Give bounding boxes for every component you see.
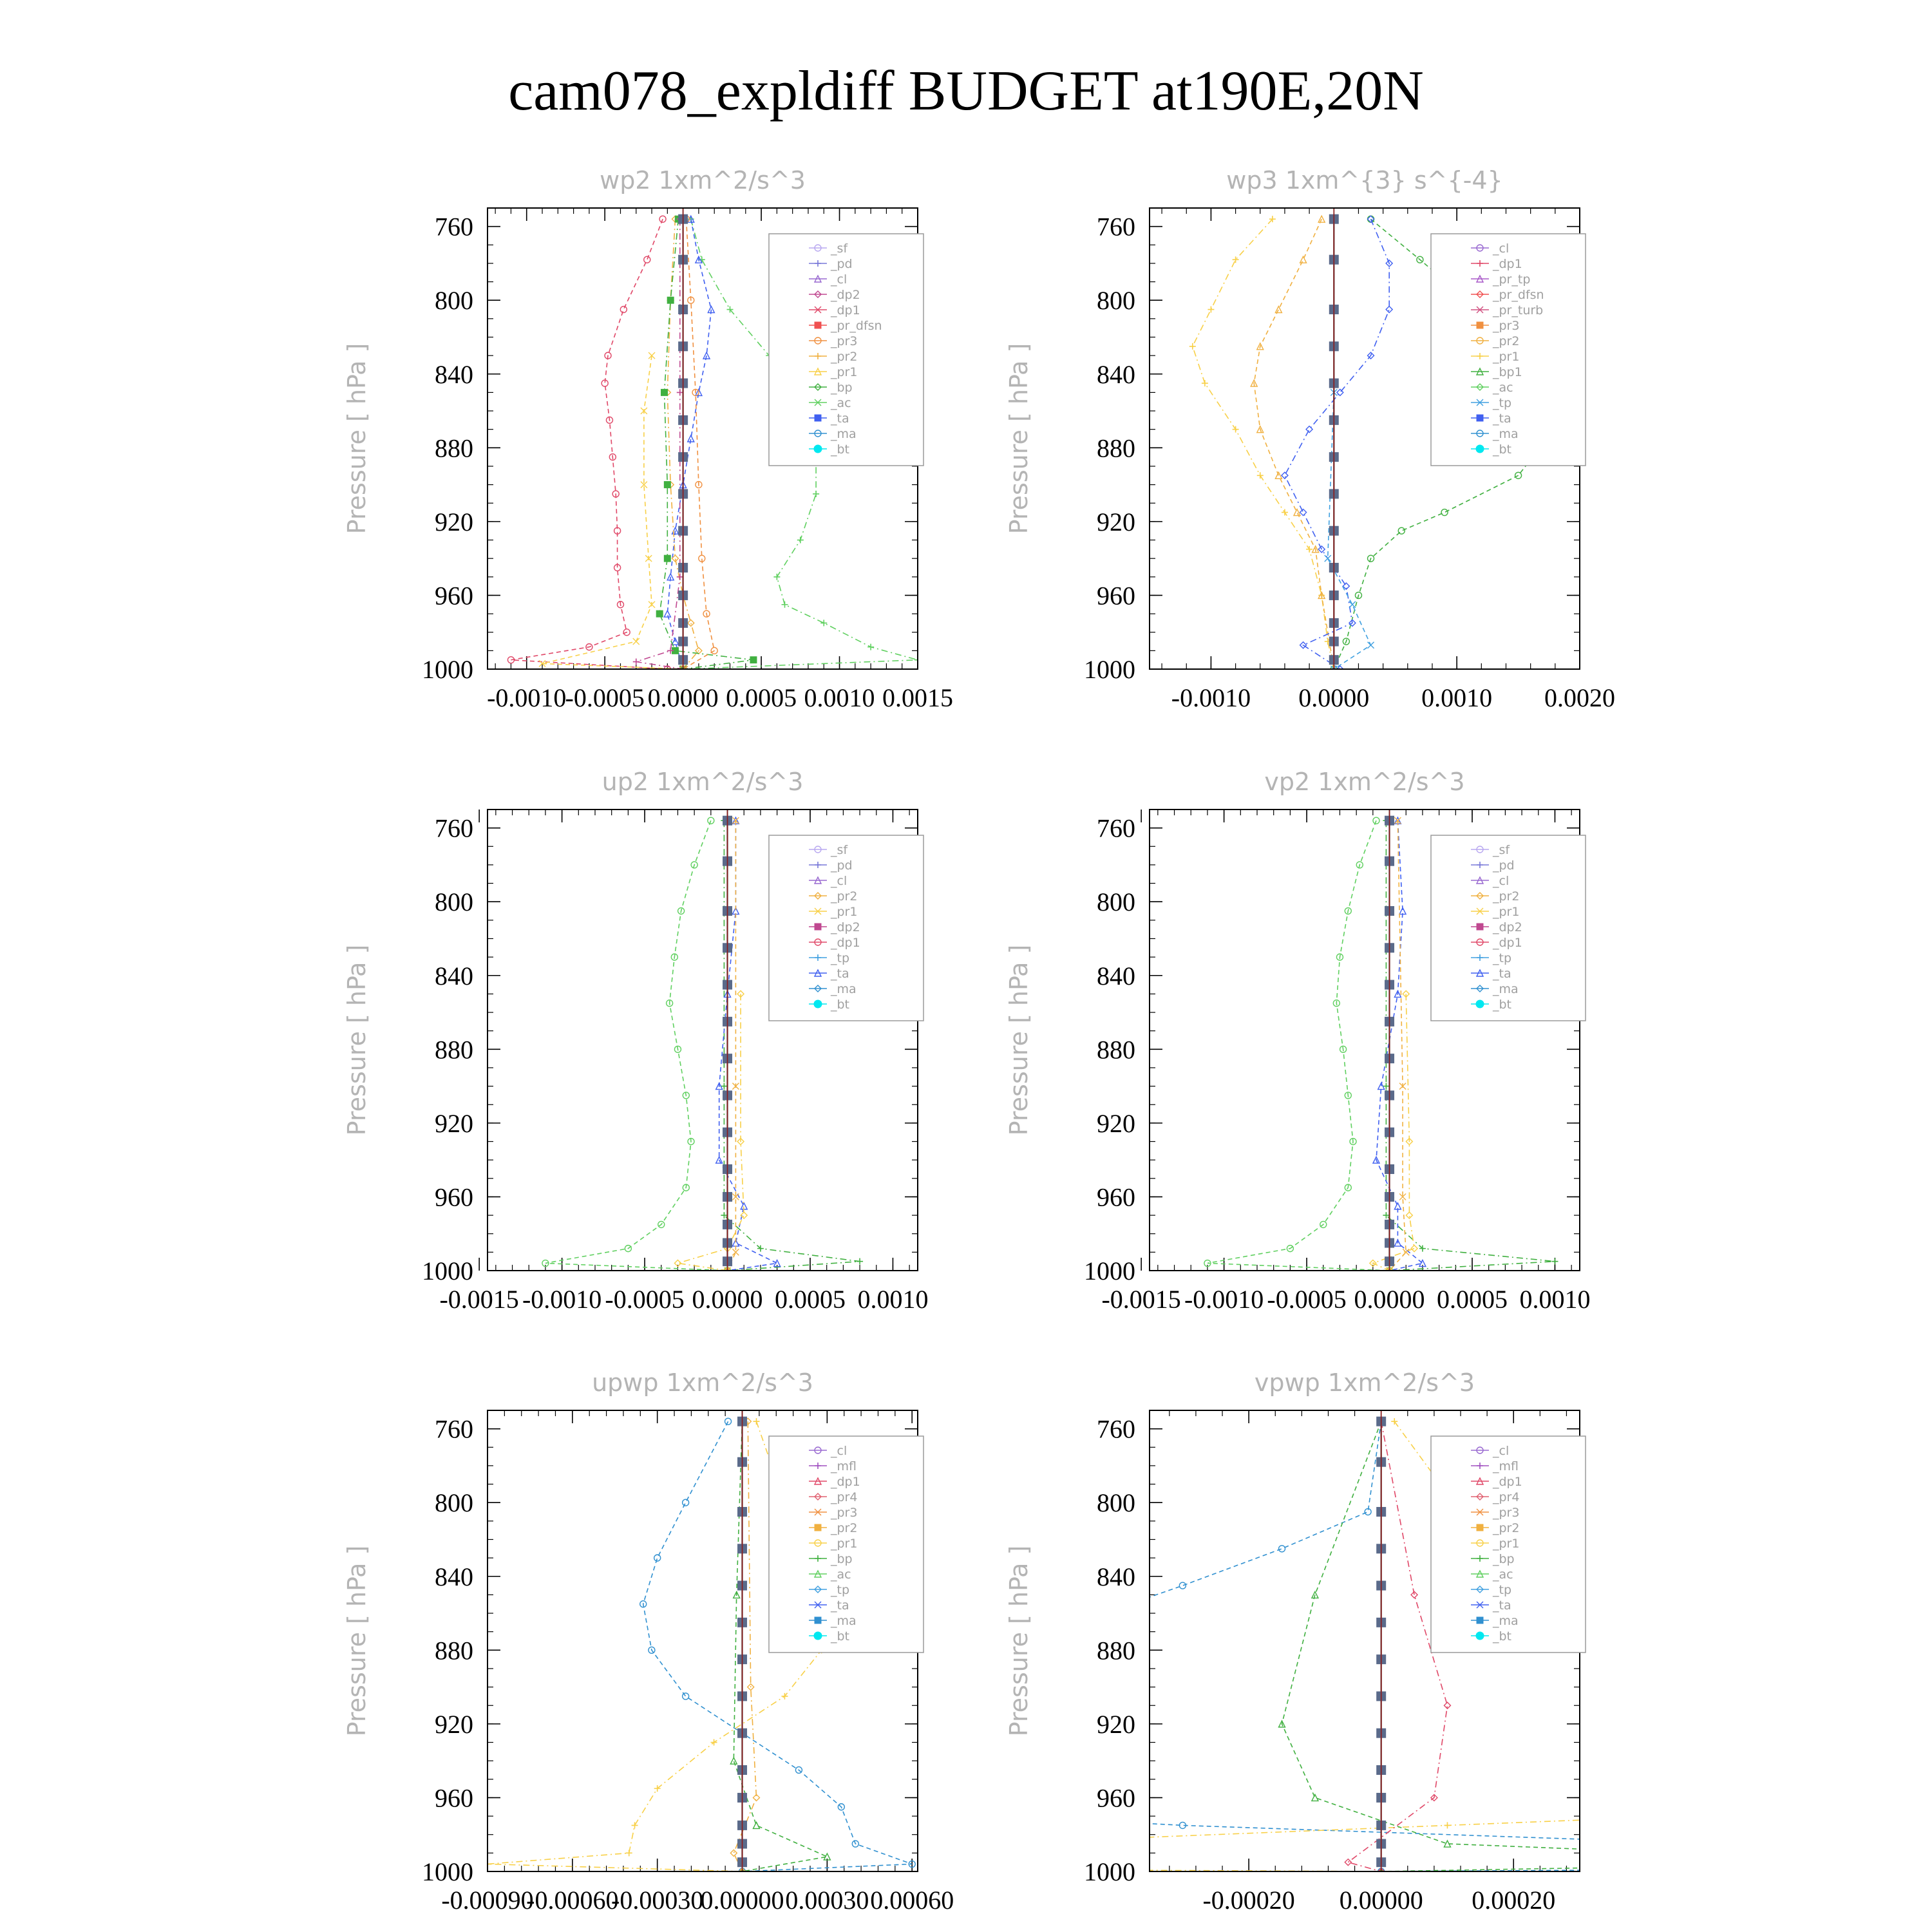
legend-label: _ma [831, 427, 857, 441]
legend-label: _bt [831, 1629, 850, 1643]
y-tick-label: 760 [435, 1414, 473, 1444]
y-tick-label: 1000 [1084, 655, 1135, 684]
legend-label: _ma [831, 1614, 857, 1628]
legend-label: _dp2 [1493, 920, 1522, 934]
x-tick-label: -0.0010 [522, 1285, 602, 1314]
x-tick-label: 0.0000 [1354, 1285, 1425, 1314]
y-tick-label: 920 [435, 1709, 473, 1739]
legend-label: _ac [1493, 1567, 1513, 1582]
x-tick-label: 0.0000 [692, 1285, 763, 1314]
x-tick-label: -0.0005 [565, 683, 645, 712]
legend-label: _pr4 [1493, 1490, 1520, 1504]
legend-label: _dp1 [1493, 936, 1522, 950]
legend-label: _pr2 [1493, 889, 1520, 904]
x-tick-label: 0.00020 [1472, 1886, 1556, 1915]
legend-label: _bp [831, 1552, 853, 1566]
legend-marker [1477, 322, 1483, 328]
x-tick-label: -0.00090 [441, 1886, 534, 1915]
legend-label: _pr_dfsn [831, 319, 882, 333]
y-tick-label: 840 [1097, 1562, 1135, 1591]
panel-title: wp3 1xm^{3} s^{-4} [1226, 166, 1503, 194]
legend-label: _ta [831, 967, 849, 981]
y-tick-label: 760 [1097, 1414, 1135, 1444]
x-tick-label: 0.00000 [1339, 1886, 1423, 1915]
legend-label: _mfl [1493, 1459, 1519, 1473]
legend-label: _dp1 [831, 303, 860, 317]
x-tick-label: 0.0015 [882, 683, 953, 712]
x-tick-label: 0.0020 [1544, 683, 1615, 712]
x-tick-label: 0.0005 [1437, 1285, 1508, 1314]
legend-label: _ma [1493, 1614, 1519, 1628]
y-tick-label: 800 [435, 286, 473, 316]
x-tick-label: 0.00060 [870, 1886, 954, 1915]
legend [1431, 835, 1586, 1021]
data-point [664, 555, 670, 562]
y-tick-label: 880 [1097, 433, 1135, 463]
legend-marker [1477, 1617, 1483, 1624]
legend [1431, 234, 1586, 466]
data-point [661, 389, 667, 395]
y-tick-label: 800 [1097, 1488, 1135, 1518]
legend-label: _pr2 [1493, 1521, 1520, 1535]
legend-label: _bp1 [1493, 365, 1522, 379]
legend-label: _bt [831, 442, 850, 457]
y-tick-label: 840 [435, 359, 473, 389]
legend-label: _tp [1493, 951, 1512, 965]
y-tick-label: 920 [435, 507, 473, 536]
x-tick-label: 0.0000 [647, 683, 719, 712]
legend-label: _pr1 [1493, 1537, 1520, 1551]
y-tick-label: 760 [435, 813, 473, 843]
legend-label: _cl [831, 874, 848, 888]
legend-label: _pr1 [1493, 350, 1520, 364]
y-tick-label: 960 [435, 1783, 473, 1813]
legend-label: _dp1 [1493, 257, 1522, 271]
legend-label: _pr_tp [1493, 272, 1531, 287]
y-tick-label: 880 [1097, 1636, 1135, 1665]
legend-label: _ta [1493, 1598, 1511, 1613]
legend-label: _pr1 [831, 365, 858, 379]
legend-label: _dp1 [831, 936, 860, 950]
y-tick-label: 960 [435, 581, 473, 611]
legend-label: _bt [1493, 1629, 1512, 1643]
y-tick-label: 1000 [422, 1857, 473, 1886]
y-axis-label: Pressure [ hPa ] [1005, 944, 1033, 1136]
y-tick-label: 880 [435, 433, 473, 463]
y-axis-label: Pressure [ hPa ] [343, 944, 371, 1136]
panel-title: vp2 1xm^2/s^3 [1264, 768, 1465, 796]
y-axis-label: Pressure [ hPa ] [343, 343, 371, 535]
x-tick-label: -0.00060 [526, 1886, 619, 1915]
legend-marker [814, 1632, 822, 1640]
legend-label: _ta [831, 412, 849, 426]
legend-label: _pr1 [1493, 905, 1520, 919]
y-tick-label: 1000 [422, 655, 473, 684]
legend-label: _pr3 [1493, 1506, 1520, 1520]
panel-title: vpwp 1xm^2/s^3 [1254, 1368, 1475, 1397]
legend-label: _pr2 [1493, 334, 1520, 348]
x-tick-label: 0.0010 [857, 1285, 929, 1314]
legend-label: _pd [831, 858, 853, 873]
panel-title: upwp 1xm^2/s^3 [592, 1368, 813, 1397]
legend-label: _sf [831, 242, 848, 256]
legend-label: _cl [1493, 874, 1510, 888]
x-tick-label: -0.00020 [1202, 1886, 1295, 1915]
y-tick-label: 880 [1097, 1035, 1135, 1065]
legend-label: _cl [1493, 242, 1510, 256]
legend-marker [815, 1524, 821, 1531]
x-tick-label: -0.0010 [1171, 683, 1251, 712]
legend-label: _dp2 [831, 920, 860, 934]
y-tick-label: 760 [435, 212, 473, 242]
x-tick-label: -0.0010 [487, 683, 567, 712]
y-tick-label: 920 [1097, 1709, 1135, 1739]
legend-label: _pr4 [831, 1490, 858, 1504]
legend-marker [1477, 415, 1483, 421]
panel-title: wp2 1xm^2/s^3 [600, 166, 806, 194]
legend-marker [1477, 1524, 1483, 1531]
y-tick-label: 800 [1097, 286, 1135, 316]
legend-label: _mfl [831, 1459, 857, 1473]
y-tick-label: 1000 [1084, 1857, 1135, 1886]
legend-marker [815, 1617, 821, 1624]
x-tick-label: 0.0010 [804, 683, 875, 712]
legend-label: _ta [1493, 967, 1511, 981]
legend-marker [1476, 445, 1484, 453]
legend-marker [815, 322, 821, 328]
legend-label: _sf [1493, 843, 1510, 857]
legend-label: _pr2 [831, 1521, 858, 1535]
legend-label: _pr3 [831, 1506, 858, 1520]
data-point [750, 657, 757, 663]
x-tick-label: -0.0015 [439, 1285, 519, 1314]
legend-marker [1476, 1632, 1484, 1640]
legend-label: _pd [831, 257, 853, 271]
legend-label: _cl [831, 1444, 848, 1458]
legend [769, 1436, 923, 1653]
legend-marker [815, 415, 821, 421]
legend-label: _bt [1493, 998, 1512, 1012]
y-tick-label: 920 [1097, 507, 1135, 536]
x-tick-label: -0.00030 [611, 1886, 704, 1915]
legend-label: _bt [1493, 442, 1512, 457]
legend-label: _cl [1493, 1444, 1510, 1458]
legend-marker [1477, 923, 1483, 930]
legend-label: _tp [831, 1583, 850, 1597]
panel-title: up2 1xm^2/s^3 [601, 768, 804, 796]
legend-label: _pr1 [831, 1537, 858, 1551]
data-point [667, 297, 674, 303]
legend-label: _pr_dfsn [1493, 288, 1544, 302]
y-tick-label: 760 [1097, 813, 1135, 843]
legend-label: _tp [1493, 396, 1512, 410]
legend [769, 234, 923, 466]
legend-marker [1476, 1000, 1484, 1008]
y-tick-label: 800 [1097, 887, 1135, 917]
legend-marker [815, 923, 821, 930]
legend [1431, 1436, 1586, 1653]
y-axis-label: Pressure [ hPa ] [1005, 343, 1033, 535]
y-tick-label: 840 [435, 1562, 473, 1591]
legend-label: _ac [831, 1567, 851, 1582]
legend-label: _tp [1493, 1583, 1512, 1597]
y-tick-label: 840 [1097, 961, 1135, 990]
data-point [664, 482, 670, 488]
y-tick-label: 840 [435, 961, 473, 990]
legend-label: _pr1 [831, 905, 858, 919]
y-tick-label: 800 [435, 887, 473, 917]
legend-label: _dp2 [831, 288, 860, 302]
x-tick-label: -0.0010 [1184, 1285, 1264, 1314]
y-tick-label: 880 [435, 1636, 473, 1665]
y-tick-label: 760 [1097, 212, 1135, 242]
legend-label: _pd [1493, 858, 1515, 873]
y-tick-label: 920 [435, 1108, 473, 1138]
x-tick-label: 0.0005 [775, 1285, 846, 1314]
y-tick-label: 960 [1097, 1182, 1135, 1212]
figure-title: cam078_expldiff BUDGET at190E,20N [508, 60, 1424, 122]
legend-label: _ma [831, 982, 857, 996]
x-tick-label: -0.0005 [1267, 1285, 1347, 1314]
legend [769, 835, 923, 1021]
legend-label: _ma [1493, 427, 1519, 441]
legend-label: _ac [831, 396, 851, 410]
y-tick-label: 960 [1097, 1783, 1135, 1813]
legend-label: _bp [831, 381, 853, 395]
x-tick-label: 0.0010 [1421, 683, 1493, 712]
y-tick-label: 960 [1097, 581, 1135, 611]
y-axis-label: Pressure [ hPa ] [1005, 1545, 1033, 1737]
legend-label: _tp [831, 951, 850, 965]
legend-label: _bp [1493, 1552, 1515, 1566]
legend-label: _pr3 [1493, 319, 1520, 333]
x-tick-label: 0.0010 [1519, 1285, 1591, 1314]
y-tick-label: 920 [1097, 1108, 1135, 1138]
y-tick-label: 800 [435, 1488, 473, 1518]
x-tick-label: -0.0015 [1101, 1285, 1181, 1314]
legend-label: _ma [1493, 982, 1519, 996]
x-tick-label: 0.00000 [700, 1886, 784, 1915]
legend-marker [814, 445, 822, 453]
x-tick-label: 0.00030 [785, 1886, 869, 1915]
y-tick-label: 1000 [1084, 1256, 1135, 1285]
y-tick-label: 960 [435, 1182, 473, 1212]
legend-label: _bt [831, 998, 850, 1012]
legend-marker [814, 1000, 822, 1008]
legend-label: _ta [1493, 412, 1511, 426]
x-tick-label: -0.0005 [605, 1285, 685, 1314]
legend-label: _cl [831, 272, 848, 287]
x-tick-label: 0.0005 [726, 683, 797, 712]
y-tick-label: 1000 [422, 1256, 473, 1285]
y-tick-label: 880 [435, 1035, 473, 1065]
legend-label: _sf [831, 843, 848, 857]
legend-label: _pr2 [831, 350, 858, 364]
data-point [656, 611, 663, 617]
legend-label: _pr2 [831, 889, 858, 904]
legend-label: _dp1 [1493, 1475, 1522, 1489]
legend-label: _dp1 [831, 1475, 860, 1489]
y-tick-label: 840 [1097, 359, 1135, 389]
legend-label: _ac [1493, 381, 1513, 395]
legend-label: _pr3 [831, 334, 858, 348]
legend-label: _pr_turb [1493, 303, 1544, 317]
legend-label: _ta [831, 1598, 849, 1613]
y-axis-label: Pressure [ hPa ] [343, 1545, 371, 1737]
x-tick-label: 0.0000 [1298, 683, 1370, 712]
